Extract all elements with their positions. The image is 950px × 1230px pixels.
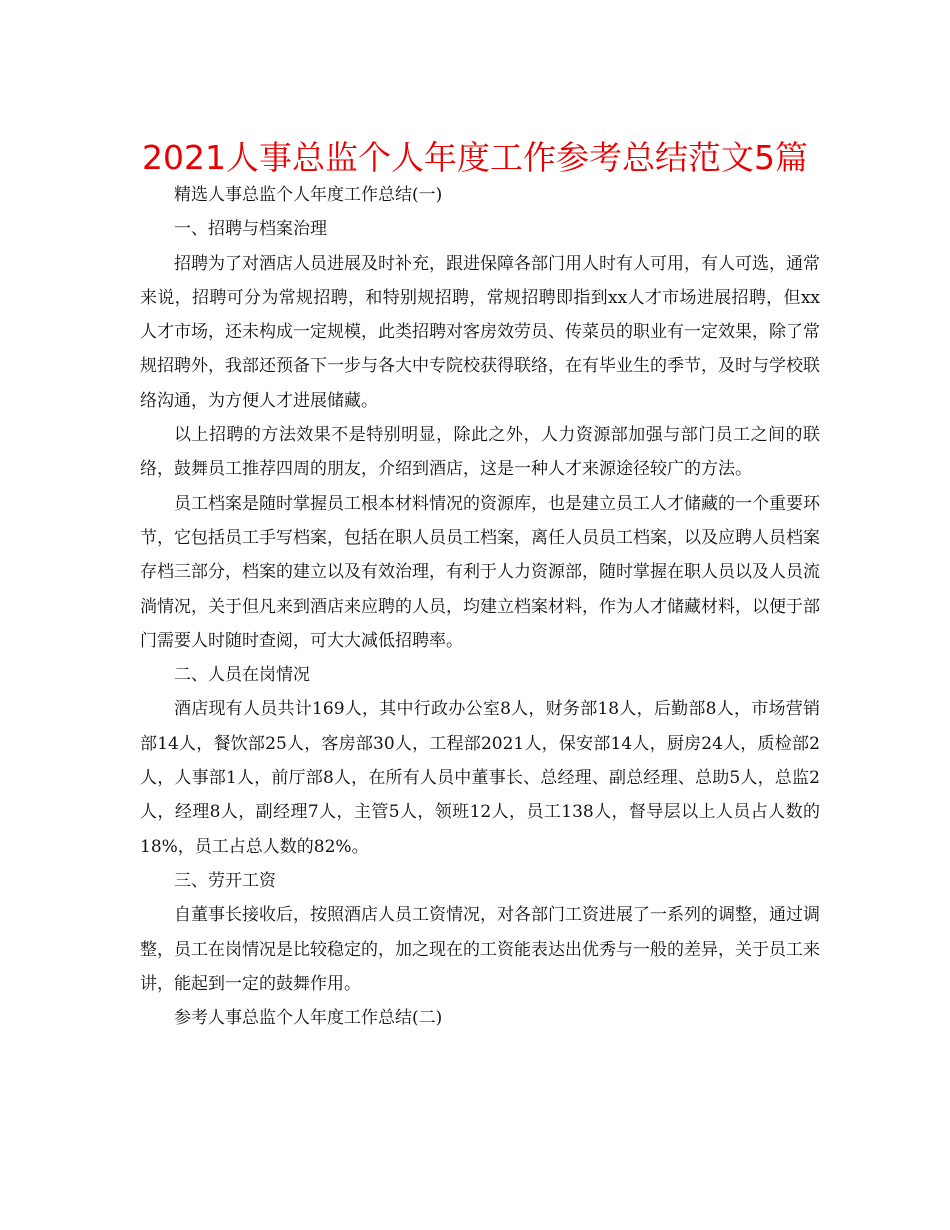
section-heading: 三、劳开工资 [174,870,276,891]
section-heading: 一、招聘与档案治理 [174,219,327,240]
body-paragraph: 招聘为了对酒店人员进展及时补充，跟进保障各部门用人时有人可用，有人可选，通常来说，招聘可分为常规招聘，和特别规招聘，常规招聘即指到xx人才市场进展招聘，但xx人才市场，还未构成一定规模，此类招聘对客房效劳员、传菜员的职业有一定效果，除了常规招聘外，我部还预备下一步与各大中专院校获得联络，在有毕业生的季节，及时与学校联络沟通，为方便人才进展储藏。 [140,253,820,411]
body-paragraph: 以上招聘的方法效果不是特别明显，除此之外，人力资源部加强与部门员工之间的联络，鼓舞员工推荐四周的朋友，介绍到酒店，这是一种人才来源途径较广的方法。 [140,425,820,480]
document-body [140,178,820,1035]
document-title: 2021人事总监个人年度工作参考总结范文5篇 [142,138,808,177]
section-subtitle: 参考人事总监个人年度工作总结(二) [174,1008,443,1029]
body-paragraph: 自董事长接收后，按照酒店人员工资情况，对各部门工资进展了一系列的调整，通过调整，员工在岗情况是比较稳定的，加之现在的工资能表达出优秀与一般的差异，关于员工来讲，能起到一定的鼓舞作用。 [140,905,820,994]
section-subtitle: 精选人事总监个人年度工作总结(一) [174,185,443,205]
section-heading: 二、人员在岗情况 [174,665,310,686]
body-paragraph: 员工档案是随时掌握员工根本材料情况的资源库，也是建立员工人才储藏的一个重要环节，它包括员工手写档案，包括在职人员员工档案，离任人员员工档案，以及应聘人员档案存档三部分，档案的建立以及有效治理，有利于人力资源部，随时掌握在职人员以及人员流淌情况，关于但凡来到酒店来应聘的人员，均建立档案材料，作为人才储藏材料，以便于部门需要人时随时查阅，可大大减低招聘率。 [140,493,820,651]
body-paragraph: 酒店现有人员共计169人，其中行政办公室8人，财务部18人，后勤部8人，市场营销部14人，餐饮部25人，客房部30人，工程部2021人，保安部14人，厨房24人，质检部2人，人事部1人，前厅部8人，在所有人员中董事长、总经理、副总经理、总助5人，总监2人，经理8人，副经理7人，主管5人，领班12人，员工138人，督导层以上人员占人数的18%，员工占总人数的82%。 [140,699,820,857]
